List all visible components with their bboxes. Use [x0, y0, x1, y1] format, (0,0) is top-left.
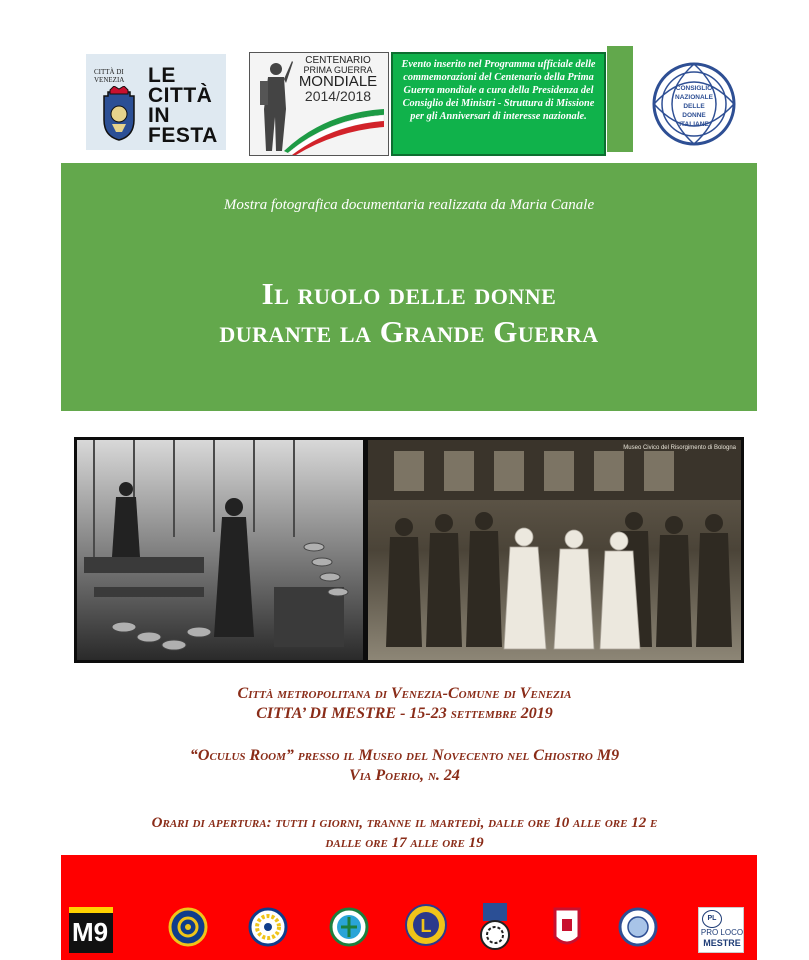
nurses-soldiers-photo — [368, 440, 741, 660]
years-label: 2014/2018 — [304, 88, 372, 104]
citta-venezia-label: CITTÀ DI VENEZIA — [94, 68, 125, 84]
cdi-line-2: NAZIONALE — [675, 94, 713, 101]
mondiale-label: MONDIALE — [298, 73, 378, 90]
info-line-4: Via Poerio, n. 24 — [349, 767, 460, 784]
citta-in-festa-wordmark: LE CITTÀ IN FESTA — [148, 64, 218, 147]
title-line-1: Il ruolo delle donne — [261, 276, 557, 311]
cdi-line-1: CONSIGLIO — [675, 85, 713, 92]
historical-photos — [74, 437, 744, 663]
svg-text:L: L — [420, 916, 432, 936]
title-line-2: durante la Grande Guerra — [219, 314, 599, 349]
seal-icon — [618, 907, 658, 947]
venezia-crest-icon — [100, 86, 138, 142]
cdi-line-3: DELLE — [683, 103, 705, 110]
cdi-line-5: ITALIANE — [679, 121, 709, 128]
factory-photo — [77, 440, 363, 660]
citta-in-festa-logo — [86, 54, 226, 150]
lions-icon — [404, 903, 448, 947]
centenario-label: CENTENARIO — [305, 55, 371, 66]
evento-programma-text: Evento inserito nel Programma ufficiale delle commemorazioni del Centenario della Prima Guerra mondiale a cura della Presidenza del Consiglio dei Ministri - Struttura di Missione per gli Anniversari di interesse nazionale. — [391, 52, 606, 156]
info-line-3: “Oculus Room” presso il Museo del Novecento nel Chiostro M9 — [189, 747, 620, 764]
rotary-club-icon — [248, 907, 288, 947]
rotary-icon — [168, 907, 208, 947]
info-line-5: Orari di apertura: tutti i giorni, tranne il martedì, dalle ore 10 alle ore 12 e — [151, 815, 658, 831]
shield-badge-icon — [547, 907, 587, 951]
sponsors-footer — [61, 855, 757, 960]
green-accent-block — [607, 46, 633, 152]
info-line-1: Città metropolitana di Venezia-Comune di Venezia — [237, 685, 572, 702]
centenario-logo — [249, 52, 389, 156]
exhibition-subtitle: Mostra fotografica documentaria realizzata da Maria Canale — [223, 197, 595, 213]
m9-label: M9 — [72, 917, 109, 947]
m9-logo — [69, 907, 113, 953]
prima-guerra-label: PRIMA GUERRA — [303, 65, 373, 75]
title-banner — [61, 163, 757, 411]
photo-collage — [74, 437, 744, 663]
crest-icon — [475, 901, 515, 951]
association-icon — [329, 907, 369, 947]
proloco-icon: PL PRO LOCO MESTRE — [698, 907, 744, 953]
tricolor-ribbon-icon — [284, 103, 388, 155]
exhibition-title — [61, 275, 757, 351]
consiglio-donne-italiane-logo — [636, 52, 752, 156]
info-line-2: CITTA’ DI MESTRE - 15-23 settembre 2019 — [256, 705, 553, 722]
proloco-line-1: PRO LOCO — [700, 928, 744, 937]
info-line-6: dalle ore 17 alle ore 19 — [325, 835, 484, 851]
cdi-line-4: DONNE — [682, 112, 706, 119]
photo-caption: Museo Civico del Risorgimento di Bologna — [623, 445, 736, 451]
proloco-line-2: MESTRE — [703, 938, 741, 948]
